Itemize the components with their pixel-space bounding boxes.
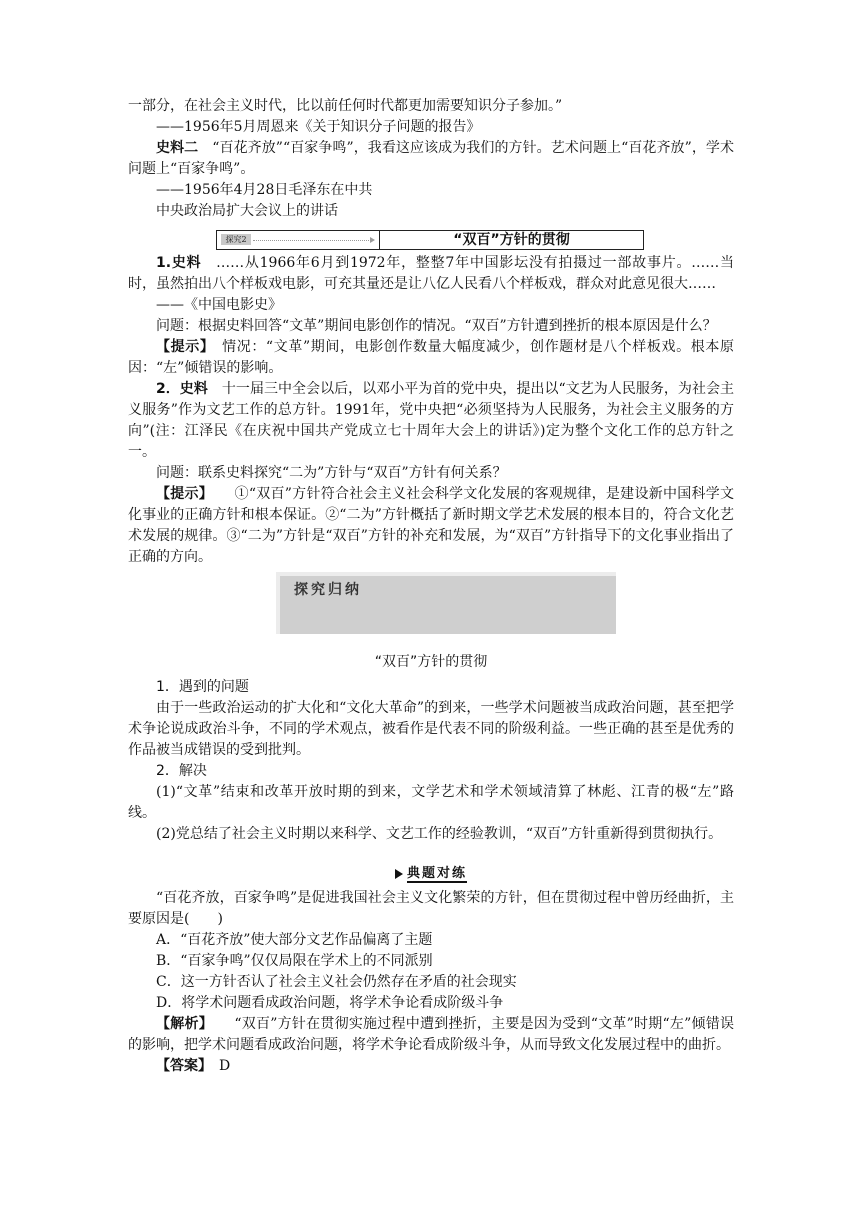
material-two-label: 史料二: [156, 140, 199, 156]
hint-label: 【提示】: [156, 486, 207, 502]
paragraph-quote-end: 一部分，在社会主义时代，比以前任何时代都更加需要知识分子参加。”: [128, 98, 563, 114]
arrow-icon: [370, 237, 375, 243]
option-d: D．将学术问题看成政治问题，将学术争论看成阶级斗争: [156, 995, 504, 1011]
material-two-text: “百花齐放”“百家争鸣”，我看这应该成为我们的方针。艺术问题上“百花齐放”，学术问题上“百家争鸣”。: [128, 140, 734, 177]
answer: [128, 1056, 734, 1077]
answer-text: D: [205, 1058, 231, 1074]
option-c: C．这一方针否认了社会主义社会仍然存在矛盾的社会现实: [156, 974, 517, 990]
question1-question: 问题：根据史料回答“文革”期间电影创作的情况。“双百”方针遭到挫折的根本原因是什么？: [156, 318, 717, 334]
source-maozedong-line1: ——1956年4月28日毛泽东在中共: [156, 182, 373, 198]
question1-label: 1.史料: [156, 255, 202, 271]
inquiry-summary-banner: [276, 572, 616, 634]
inquiry-tag-box: [217, 231, 380, 249]
hint-label: 【提示】: [156, 339, 208, 355]
question2-question: 问题：联系史料探究“二为”方针与“双百”方针有何关系？: [156, 465, 507, 481]
summary-heading-2: 2．解决: [156, 763, 207, 779]
summary-text-2a: (1)“文革”结束和改革开放时期的到来，文学艺术和学术领域清算了林彪、江青的极“左”路线。: [128, 784, 734, 821]
option-a: A．“百花齐放”使大部分文艺作品偏离了主题: [156, 932, 433, 948]
practice-label: 典题对练: [406, 866, 467, 881]
practice-header: [376, 863, 486, 884]
question1-source: ——《中国电影史》: [156, 297, 282, 313]
question1-material: [128, 253, 734, 295]
play-triangle-icon: [395, 869, 403, 879]
analysis-text: “双百”方针在贯彻实施过程中遭到挫折，主要是因为受到“文革”时期“左”倾错误的影响，把学术问题看成政治问题，将学术争论看成阶级斗争，从而导致文化发展过程中的曲折。: [128, 1016, 734, 1053]
analysis-label: 【解析】: [156, 1016, 206, 1032]
dotted-line: [253, 240, 371, 241]
exercise-stem: “百花齐放，百家争鸣”是促进我国社会主义文化繁荣的方针，但在贯彻过程中曾历经曲折，主要原因是( ): [128, 890, 734, 927]
question2-material: [128, 379, 734, 463]
document-page: [128, 96, 734, 1077]
inquiry-title: “双百”方针的贯彻: [453, 232, 570, 248]
hint-text: 情况：“文革”期间，电影创作数量大幅度减少，创作题材是八个样板戏。根本原因：“左”倾错误的影响。: [128, 339, 734, 376]
summary-text-1: 由于一些政治运动的扩大化和“文化大革命”的到来，一些学术问题被当成政治问题，甚至把学术争论说成政治斗争，不同的学术观点，被看作是代表不同的阶级利益。一些正确的甚至是优秀的作品被当成错误的受到批判。: [128, 700, 734, 758]
material-two: [128, 138, 734, 180]
answer-label: 【答案】: [156, 1058, 205, 1074]
question2-text: 十一届三中全会以后，以邓小平为首的党中央，提出以“文艺为人民服务，为社会主义服务”作为文艺工作的总方针。1991年，党中央把“必须坚持为人民服务，为社会主义服务的方向”(注：江泽民《在庆祝中国共产党成立七十周年大会上的讲话》)定为整个文化工作的总方针之一。: [128, 381, 735, 460]
question1-text: ……从1966年6月到1972年，整整7年中国影坛没有拍摄过一部故事片。……当时，虽然拍出八个样板戏电影，可充其量还是让八亿人民看八个样板戏，群众对此意见很大……: [128, 255, 734, 292]
hint-text: ①“双百”方针符合社会主义社会科学文化发展的客观规律，是建设新中国科学文化事业的正确方针和根本保证。②“二为”方针概括了新时期文学艺术发展的根本目的，符合文化艺术发展的规律。③“二为”方针是“双百”方针的补充和发展，为“双百”方针指导下的文化事业指出了正确的方向。: [128, 486, 735, 565]
analysis: [128, 1014, 734, 1056]
summary-heading-1: 1．遇到的问题: [156, 679, 249, 695]
question2-hint: [128, 484, 734, 568]
source-zhouenlai: ——1956年5月周恩来《关于知识分子问题的报告》: [156, 119, 481, 135]
question2-label: 2．史料: [156, 381, 208, 397]
summary-title: “双百”方针的贯彻: [374, 654, 488, 670]
inquiry-tag: 探究2: [221, 234, 251, 245]
inquiry-summary-label: 探究归纳: [294, 582, 362, 598]
summary-text-2b: (2)党总结了社会主义时期以来科学、文艺工作的经验教训，“双百”方针重新得到贯彻执行。: [156, 826, 723, 842]
inquiry-header: [216, 230, 644, 250]
question1-hint: [128, 337, 734, 379]
option-b: B．“百家争鸣”仅仅局限在学术上的不同派别: [156, 953, 433, 969]
source-maozedong-line2: 中央政治局扩大会议上的讲话: [156, 203, 338, 219]
